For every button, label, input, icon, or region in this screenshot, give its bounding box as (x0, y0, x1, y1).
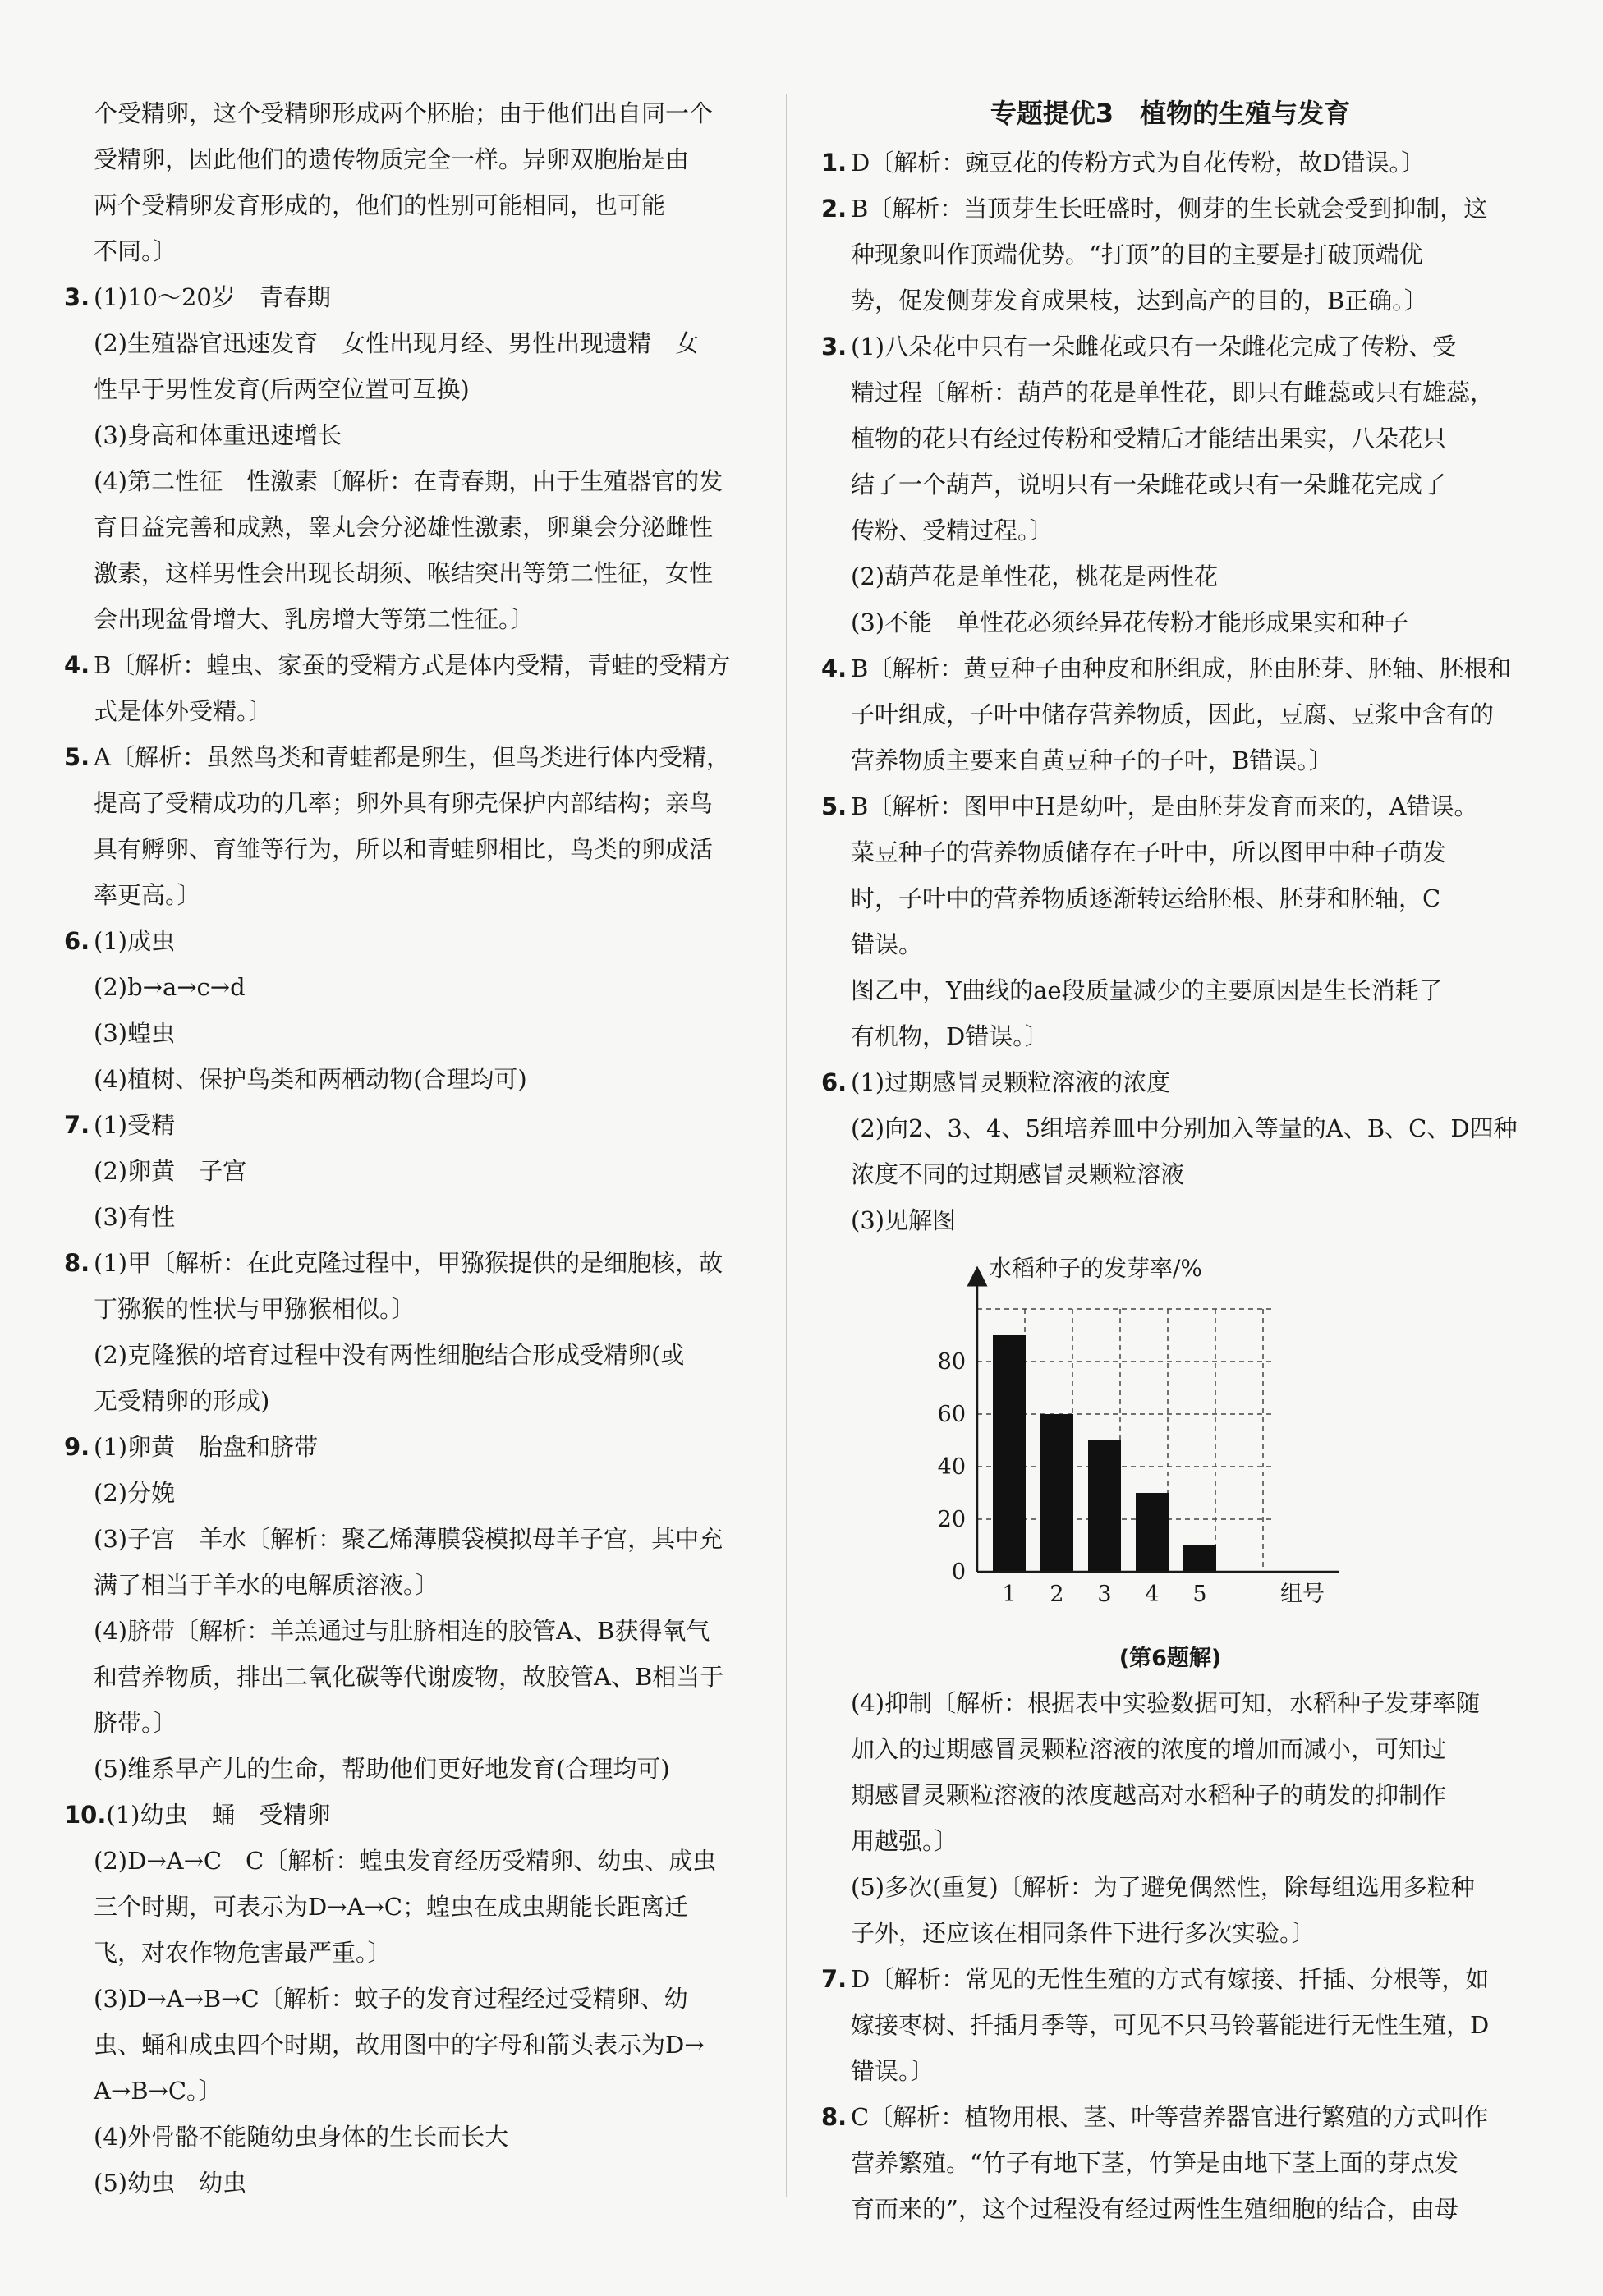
answer-line (64, 1470, 754, 1516)
answer-line (821, 1818, 1519, 1864)
answer-text: 飞，对农作物危害最严重。〕 (94, 1939, 392, 1967)
answer-text: 两个受精卵发育形成的，他们的性别可能相同，也可能 (94, 191, 666, 219)
answer-line (821, 2140, 1519, 2186)
answer-line (64, 1286, 754, 1332)
answer-text: (3)蝗虫 (94, 1019, 176, 1047)
answer-text: (3)见解图 (851, 1206, 957, 1234)
answer-line (821, 783, 1519, 829)
answer-line (64, 458, 754, 504)
answer-text: (1)10～20岁 青春期 (94, 283, 331, 311)
answer-line (64, 2068, 754, 2114)
bar-group-1 (993, 1335, 1026, 1572)
question-number: 7. (64, 1111, 90, 1139)
answer-text: A→B→C。〕 (94, 2077, 223, 2105)
answer-text: 满了相当于羊水的电解质溶液。〕 (94, 1571, 439, 1599)
answer-text: 势，促发侧芽发育成果枝，达到高产的目的，B正确。〕 (851, 287, 1428, 315)
answer-text: 传粉、受精过程。〕 (851, 517, 1054, 544)
answer-text: 用越强。〕 (851, 1827, 958, 1855)
answer-text: B〔解析：黄豆种子由种皮和胚组成，胚由胚芽、胚轴、胚根和 (851, 654, 1512, 682)
answer-line (821, 232, 1519, 278)
answer-text: (1)幼虫 蛹 受精卵 (106, 1801, 331, 1829)
answer-text: D〔解析：常见的无性生殖的方式有嫁接、扦插、分根等，如 (851, 1965, 1490, 1993)
answer-line (64, 136, 754, 182)
answer-line (64, 918, 754, 964)
right-column (821, 90, 1519, 2232)
answer-line (64, 1562, 754, 1608)
answer-line (64, 1194, 754, 1240)
answer-text: 脐带。〕 (94, 1709, 177, 1737)
x-tick-label: 5 (1192, 1582, 1207, 1607)
question-number: 6. (64, 927, 90, 955)
x-axis-label: 组号 (1280, 1582, 1325, 1607)
answer-line (821, 461, 1519, 507)
answer-line (64, 780, 754, 826)
answer-line (64, 1378, 754, 1424)
answer-line (64, 2160, 754, 2206)
answer-line (64, 872, 754, 918)
answer-line (64, 1884, 754, 1930)
answer-text: (1)过期感冒灵颗粒溶液的浓度 (851, 1068, 1171, 1096)
answer-line (64, 1516, 754, 1562)
answer-line (64, 1700, 754, 1746)
answer-text: 营养繁殖。“竹子有地下茎，竹笋是由地下茎上面的芽点发 (851, 2149, 1458, 2177)
answer-text: (5)维系早产儿的生命，帮助他们更好地发育(合理均可) (94, 1755, 670, 1783)
answer-line (821, 507, 1519, 553)
answer-text: 浓度不同的过期感冒灵颗粒溶液 (851, 1160, 1185, 1188)
bar-group-4 (1136, 1493, 1169, 1572)
answer-line (64, 1332, 754, 1378)
answer-text: 虫、蛹和成虫四个时期，故用图中的字母和箭头表示为D→ (94, 2031, 705, 2059)
answer-text: (1)受精 (94, 1111, 176, 1139)
answer-line (821, 599, 1519, 645)
left-column (64, 90, 754, 2206)
y-tick-label: 60 (937, 1402, 966, 1427)
column-divider (786, 94, 787, 2197)
answer-text: 图乙中，Y曲线的ae段质量减少的主要原因是生长消耗了 (851, 976, 1443, 1004)
answer-text: 育而来的”，这个过程没有经过两性生殖细胞的结合，由母 (851, 2195, 1458, 2223)
answer-text: 植物的花只有经过传粉和受精后才能结出果实，八朵花只 (851, 425, 1447, 452)
answer-line (64, 826, 754, 872)
answer-line (64, 734, 754, 780)
answer-text: (1)八朵花中只有一朵雌花或只有一朵雌花完成了传粉、受 (851, 333, 1457, 360)
y-tick-label: 40 (937, 1454, 966, 1480)
bar-group-2 (1040, 1414, 1073, 1572)
answer-line (64, 1102, 754, 1148)
answer-line (64, 504, 754, 550)
question-number: 9. (64, 1433, 90, 1461)
answer-text: 丁猕猴的性状与甲猕猴相似。〕 (94, 1295, 416, 1323)
answer-line (821, 1772, 1519, 1818)
answer-text: (1)成虫 (94, 927, 176, 955)
right-answers-top (821, 140, 1519, 1243)
answer-line (821, 1197, 1519, 1243)
answer-line (821, 829, 1519, 875)
question-number: 3. (821, 333, 847, 360)
right-answers-bottom (821, 1680, 1519, 2232)
answer-line (821, 2094, 1519, 2140)
answer-text: 加入的过期感冒灵颗粒溶液的浓度的增加而减小，可知过 (851, 1735, 1447, 1763)
answer-line (821, 140, 1519, 186)
answer-line (821, 416, 1519, 461)
answer-text: (2)分娩 (94, 1479, 176, 1507)
answer-text: 和营养物质，排出二氧化碳等代谢废物，故胶管A、B相当于 (94, 1663, 724, 1691)
answer-line (64, 1056, 754, 1102)
answer-line (821, 1013, 1519, 1059)
question-number: 3. (64, 283, 90, 311)
answer-text: 错误。〕 (851, 2057, 935, 2085)
answer-text: C〔解析：植物用根、茎、叶等营养器官进行繁殖的方式叫作 (851, 2103, 1489, 2131)
question-number: 5. (821, 792, 847, 820)
answer-line (821, 967, 1519, 1013)
answer-text: (2)b→a→c→d (94, 973, 246, 1001)
x-tick-label: 2 (1050, 1582, 1064, 1607)
answer-line (64, 90, 754, 136)
answer-line (64, 688, 754, 734)
chart-caption: (第6题解) (1118, 1646, 1222, 1671)
answer-text: 精过程〔解析：葫芦的花是单性花，即只有雌蕊或只有雄蕊， (851, 379, 1495, 406)
answer-text: 菜豆种子的营养物质储存在子叶中，所以图甲中种子萌发 (851, 838, 1447, 866)
answer-text: 式是体外受精。〕 (94, 697, 273, 725)
answer-text: B〔解析：蝗虫、家蚕的受精方式是体内受精，青蛙的受精方 (94, 651, 731, 679)
y-tick-label: 0 (951, 1559, 966, 1585)
answer-line (821, 1059, 1519, 1105)
answer-line (64, 2022, 754, 2068)
answer-line (64, 964, 754, 1010)
answer-text: (3)D→A→B→C〔解析：蚊子的发育过程经过受精卵、幼 (94, 1985, 688, 2013)
germination-chart (928, 1243, 1388, 1637)
answer-line (821, 737, 1519, 783)
y-tick-label: 80 (937, 1349, 966, 1375)
answer-text: (3)子宫 羊水〔解析：聚乙烯薄膜袋模拟母羊子宫，其中充 (94, 1525, 723, 1553)
answer-line (821, 278, 1519, 324)
question-number: 5. (64, 743, 90, 771)
answer-text: 有机物，D错误。〕 (851, 1022, 1049, 1050)
answer-line (64, 320, 754, 366)
answer-text: (5)幼虫 幼虫 (94, 2169, 247, 2197)
answer-line (64, 1930, 754, 1976)
answer-text: A〔解析：虽然鸟类和青蛙都是卵生，但鸟类进行体内受精， (94, 743, 730, 771)
answer-text: 育日益完善和成熟，睾丸会分泌雄性激素，卵巢会分泌雌性 (94, 513, 714, 541)
answer-text: (2)葫芦花是单性花，桃花是两性花 (851, 563, 1219, 590)
answer-line (821, 1151, 1519, 1197)
answer-text: (2)D→A→C C〔解析：蝗虫发育经历受精卵、幼虫、成虫 (94, 1847, 717, 1875)
answer-line (64, 1976, 754, 2022)
question-number: 10. (64, 1801, 107, 1829)
answer-line (821, 324, 1519, 370)
section-title: 专题提优3 植物的生殖与发育 (990, 98, 1351, 129)
question-number: 8. (821, 2103, 847, 2131)
answer-text: 嫁接枣树、扦插月季等，可见不只马铃薯能进行无性生殖，D (851, 2011, 1490, 2039)
answer-text: (3)身高和体重迅速增长 (94, 421, 342, 449)
x-tick-label: 4 (1145, 1582, 1160, 1607)
answer-line (821, 186, 1519, 232)
answer-text: B〔解析：当顶芽生长旺盛时，侧芽的生长就会受到抑制，这 (851, 195, 1488, 223)
answer-text: 三个时期，可表示为D→A→C；蝗虫在成虫期能长距离迁 (94, 1893, 688, 1921)
answer-text: (4)第二性征 性激素〔解析：在青春期，由于生殖器官的发 (94, 467, 723, 495)
answer-text: (4)外骨骼不能随幼虫身体的生长而长大 (94, 2123, 509, 2151)
answer-line (64, 228, 754, 274)
answer-text: (2)卵黄 子宫 (94, 1157, 247, 1185)
answer-line (821, 2002, 1519, 2048)
answer-line (64, 1148, 754, 1194)
answer-text: (2)向2、3、4、5组培养皿中分别加入等量的A、B、C、D四种 (851, 1114, 1518, 1142)
answer-line (64, 596, 754, 642)
answer-line (64, 1746, 754, 1792)
question-number: 4. (821, 654, 847, 682)
answer-line (821, 645, 1519, 691)
answer-text: (2)克隆猴的培育过程中没有两性细胞结合形成受精卵(或 (94, 1341, 685, 1369)
answer-line (64, 642, 754, 688)
answer-line (821, 1956, 1519, 2002)
answer-text: (4)脐带〔解析：羊羔通过与肚脐相连的胶管A、B获得氧气 (94, 1617, 710, 1645)
answer-text: 不同。〕 (94, 237, 177, 265)
answer-line (64, 2114, 754, 2160)
answer-text: 提高了受精成功的几率；卵外具有卵壳保护内部结构；亲鸟 (94, 789, 714, 817)
answer-line (64, 1608, 754, 1654)
answer-text: 种现象叫作顶端优势。“打顶”的目的主要是打破顶端优 (851, 241, 1423, 269)
answer-text: 子叶组成，子叶中储存营养物质，因此，豆腐、豆浆中含有的 (851, 700, 1495, 728)
answer-text: (4)植树、保护鸟类和两栖动物(合理均可) (94, 1065, 527, 1093)
answer-line (821, 2048, 1519, 2094)
answer-line (64, 1424, 754, 1470)
bar-group-5 (1183, 1545, 1216, 1572)
answer-line (821, 1864, 1519, 1910)
answer-line (821, 553, 1519, 599)
answer-text: (2)生殖器官迅速发育 女性出现月经、男性出现遗精 女 (94, 329, 700, 357)
question-number: 6. (821, 1068, 847, 1096)
y-tick-label: 20 (937, 1507, 966, 1532)
answer-line (821, 875, 1519, 921)
answer-text: B〔解析：图甲中H是幼叶，是由胚芽发育而来的，A错误。 (851, 792, 1478, 820)
question-number: 2. (821, 195, 847, 223)
answer-text: 激素，这样男性会出现长胡须、喉结突出等第二性征，女性 (94, 559, 714, 587)
answer-line (821, 1726, 1519, 1772)
answer-line (64, 274, 754, 320)
answer-text: 具有孵卵、育雏等行为，所以和青蛙卵相比，鸟类的卵成活 (94, 835, 714, 863)
answer-line (821, 1680, 1519, 1726)
answer-line (821, 1105, 1519, 1151)
answer-line (64, 1654, 754, 1700)
answer-text: 率更高。〕 (94, 881, 201, 909)
answer-line (64, 412, 754, 458)
question-number: 7. (821, 1965, 847, 1993)
answer-text: D〔解析：豌豆花的传粉方式为自花传粉，故D错误。〕 (851, 149, 1426, 177)
answer-text: 错误。 (851, 930, 923, 958)
answer-text: 无受精卵的形成) (94, 1387, 270, 1415)
answer-line (821, 370, 1519, 416)
bar-group-3 (1088, 1440, 1121, 1572)
answer-text: 结了一个葫芦，说明只有一朵雌花或只有一朵雌花完成了 (851, 471, 1447, 498)
answer-text: (4)抑制〔解析：根据表中实验数据可知，水稻种子发芽率随 (851, 1689, 1481, 1717)
answer-line (64, 366, 754, 412)
answer-text: 个受精卵，这个受精卵形成两个胚胎；由于他们出自同一个 (94, 99, 714, 127)
answer-line (821, 2186, 1519, 2232)
bar-chart (928, 1243, 1388, 1637)
answer-line (64, 550, 754, 596)
x-tick-label: 1 (1002, 1582, 1017, 1607)
answer-line (821, 691, 1519, 737)
answer-text: 受精卵，因此他们的遗传物质完全一样。异卵双胞胎是由 (94, 145, 690, 173)
answer-text: 性早于男性发育(后两空位置可互换) (94, 375, 470, 403)
answer-line (64, 1792, 754, 1838)
answer-line (821, 1910, 1519, 1956)
answer-text: 营养物质主要来自黄豆种子的子叶，B错误。〕 (851, 746, 1333, 774)
answer-text: 会出现盆骨增大、乳房增大等第二性征。〕 (94, 605, 535, 633)
question-number: 4. (64, 651, 90, 679)
answer-line (821, 921, 1519, 967)
question-number: 8. (64, 1249, 90, 1277)
answer-line (64, 1240, 754, 1286)
answer-line (64, 1010, 754, 1056)
question-number: 1. (821, 149, 847, 177)
x-tick-label: 3 (1097, 1582, 1112, 1607)
answer-text: 子外，还应该在相同条件下进行多次实验。〕 (851, 1919, 1316, 1947)
chart-title: 水稻种子的发芽率/% (989, 1255, 1203, 1282)
answer-text: (1)卵黄 胎盘和脐带 (94, 1433, 319, 1461)
answer-text: (3)不能 单性花必须经异花传粉才能形成果实和种子 (851, 608, 1409, 636)
answer-text: (5)多次(重复)〔解析：为了避免偶然性，除每组选用多粒种 (851, 1873, 1475, 1901)
answer-text: 时，子叶中的营养物质逐渐转运给胚根、胚芽和胚轴，C (851, 884, 1441, 912)
answer-text: 期感冒灵颗粒溶液的浓度越高对水稻种子的萌发的抑制作 (851, 1781, 1447, 1809)
answer-text: (3)有性 (94, 1203, 176, 1231)
answer-line (64, 182, 754, 228)
answer-text: (1)甲〔解析：在此克隆过程中，甲猕猴提供的是细胞核，故 (94, 1249, 723, 1277)
answer-line (64, 1838, 754, 1884)
